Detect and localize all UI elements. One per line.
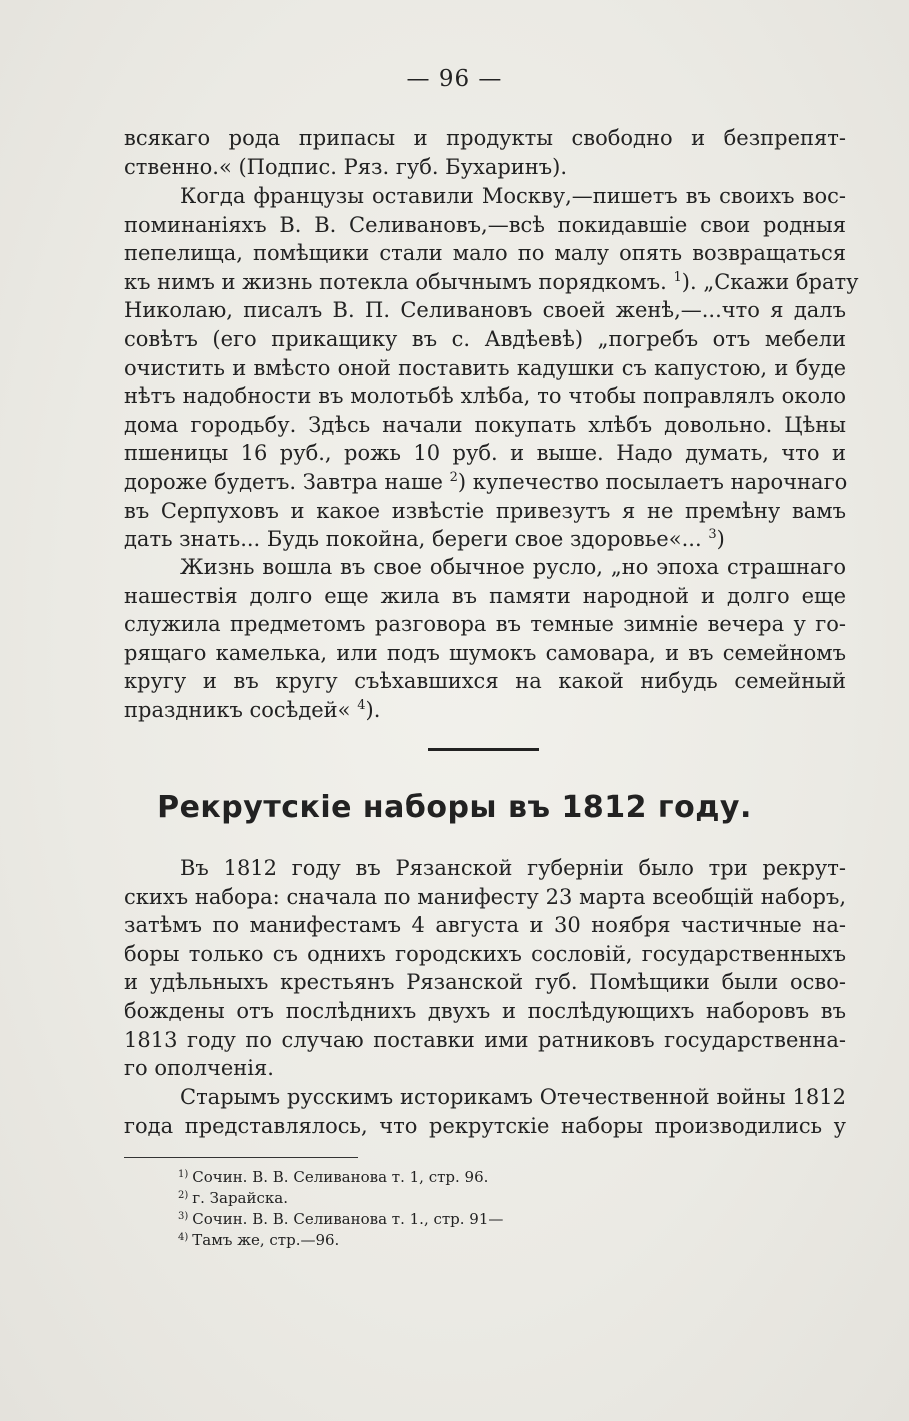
text-line-with-ref xyxy=(124,525,846,554)
text-line-with-ref xyxy=(124,696,846,725)
footnote-mark: 1) xyxy=(178,1169,189,1180)
footnotes xyxy=(178,1167,503,1251)
ref-paren: ) xyxy=(457,469,467,494)
section-divider xyxy=(428,748,539,751)
footnote-divider xyxy=(124,1157,358,1158)
footnote-mark: 4) xyxy=(178,1232,189,1243)
text-fragment: дороже будетъ. Завтра наше xyxy=(124,469,443,494)
text-fragment: къ нимъ и жизнь потекла обычнымъ порядкомъ. xyxy=(124,269,667,294)
text-line: въ Серпуховъ и какое извѣстіе привезутъ я не премѣну вамъ xyxy=(124,498,846,523)
text-line-with-ref xyxy=(124,268,859,297)
text-line: пшеницы 16 руб., рожь 10 руб. и выше. Надо думать, что и xyxy=(124,441,846,466)
text-line: рящаго камелька, или подъ шумокъ самовара, и въ семейномъ xyxy=(124,640,846,665)
footnote-mark: 3) xyxy=(178,1211,189,1222)
text-line: совѣтъ (его прикащику въ с. Авдѣевѣ) „погребъ отъ мебели xyxy=(124,326,846,351)
footnote-text: Сочин. В. В. Селиванова т. 1., стр. 91— xyxy=(192,1210,504,1228)
text-line: Старымъ русскимъ историкамъ Отечественной войны 1812 xyxy=(180,1085,846,1109)
text-line: очистить и вмѣсто оной поставить кадушки съ капустою, и буде xyxy=(124,355,846,380)
text-line: нашествія долго еще жила въ памяти народной и долго еще xyxy=(124,583,846,608)
footnote-text: Сочин. В. В. Селиванова т. 1, стр. 96. xyxy=(192,1168,489,1186)
text-line: го ополченія. xyxy=(124,1056,274,1081)
text-line: 1813 году по случаю поставки ими ратниковъ государственна- xyxy=(124,1027,846,1052)
paragraph-memoirs xyxy=(124,182,859,554)
ref-paren: ). xyxy=(681,269,697,294)
paragraph-recruitment xyxy=(124,854,846,1083)
footnote xyxy=(178,1167,503,1188)
text-fragment: праздникъ сосѣдей« xyxy=(124,697,351,722)
paragraph-continuation xyxy=(124,124,846,181)
footnote xyxy=(178,1209,503,1230)
paragraph-life-resumed xyxy=(124,553,846,725)
text-line: Николаю, писалъ В. П. Селивановъ своей женѣ,—...что я далъ xyxy=(124,298,846,323)
text-line: всякаго рода припасы и продукты свободно и безпрепят- xyxy=(124,126,846,150)
text-fragment: „Скажи брату xyxy=(703,269,859,294)
text-line: затѣмъ по манифестамъ 4 августа и 30 ноября частичные на- xyxy=(124,913,846,938)
footnote-text: Тамъ же, стр.—96. xyxy=(192,1231,340,1249)
footnote xyxy=(178,1188,503,1209)
paragraph-historians xyxy=(124,1083,846,1140)
ref-paren: ). xyxy=(365,697,381,722)
footnote-text: г. Зарайска. xyxy=(192,1189,288,1207)
page-number: — 96 — xyxy=(406,66,503,92)
text-line: пепелища, помѣщики стали мало по малу опять возвращаться xyxy=(124,241,846,266)
footnote-ref-1: 1 xyxy=(673,269,682,285)
text-line: и удѣльныхъ крестьянъ Рязанской губ. Помѣщики были осво- xyxy=(124,970,846,995)
text-line: дома городьбу. Здѣсь начали покупать хлѣбъ довольно. Цѣны xyxy=(124,412,846,437)
text-line: кругу и въ кругу съѣхавшихся на какой нибудь семейный xyxy=(124,669,846,694)
footnote xyxy=(178,1230,503,1251)
footnote-ref-2: 2 xyxy=(449,469,458,485)
text-line: ственно.« (Подпис. Ряз. губ. Бухаринъ). xyxy=(124,154,567,179)
footnote-mark: 2) xyxy=(178,1190,189,1201)
text-line: Когда французы оставили Москву,—пишетъ въ своихъ вос- xyxy=(180,184,846,208)
footnote-ref-3: 3 xyxy=(708,527,717,543)
section-heading: Рекрутскіе наборы въ 1812 году. xyxy=(157,790,752,825)
text-line: бождены отъ послѣднихъ двухъ и послѣдующихъ наборовъ въ xyxy=(124,998,846,1023)
footnote-ref-4: 4 xyxy=(357,697,366,713)
text-line-with-ref xyxy=(124,468,846,497)
text-line: боры только съ однихъ городскихъ сословій, государственныхъ xyxy=(124,941,846,966)
text-line: нѣтъ надобности въ молотьбѣ хлѣба, то чтобы поправлялъ около xyxy=(124,384,846,409)
text-line: Въ 1812 году въ Рязанской губерніи было три рекрут- xyxy=(180,856,846,880)
text-line: года представлялось, что рекрутскіе наборы производились у xyxy=(124,1113,846,1138)
text-fragment: купечество посылаетъ нарочнаго xyxy=(472,469,848,494)
text-line: служила предметомъ разговора въ темные зимніе вечера у го- xyxy=(124,612,846,637)
text-line: Жизнь вошла въ свое обычное русло, „но эпоха страшнаго xyxy=(180,555,846,579)
text-line: поминаніяхъ В. В. Селивановъ,—всѣ покидавшіе свои родныя xyxy=(124,212,846,237)
ref-paren: ) xyxy=(716,527,725,552)
text-fragment: дать знать... Будь покойна, береги свое здоровье«... xyxy=(124,527,702,552)
text-line: скихъ набора: сначала по манифесту 23 марта всеобщій наборъ, xyxy=(124,884,846,909)
